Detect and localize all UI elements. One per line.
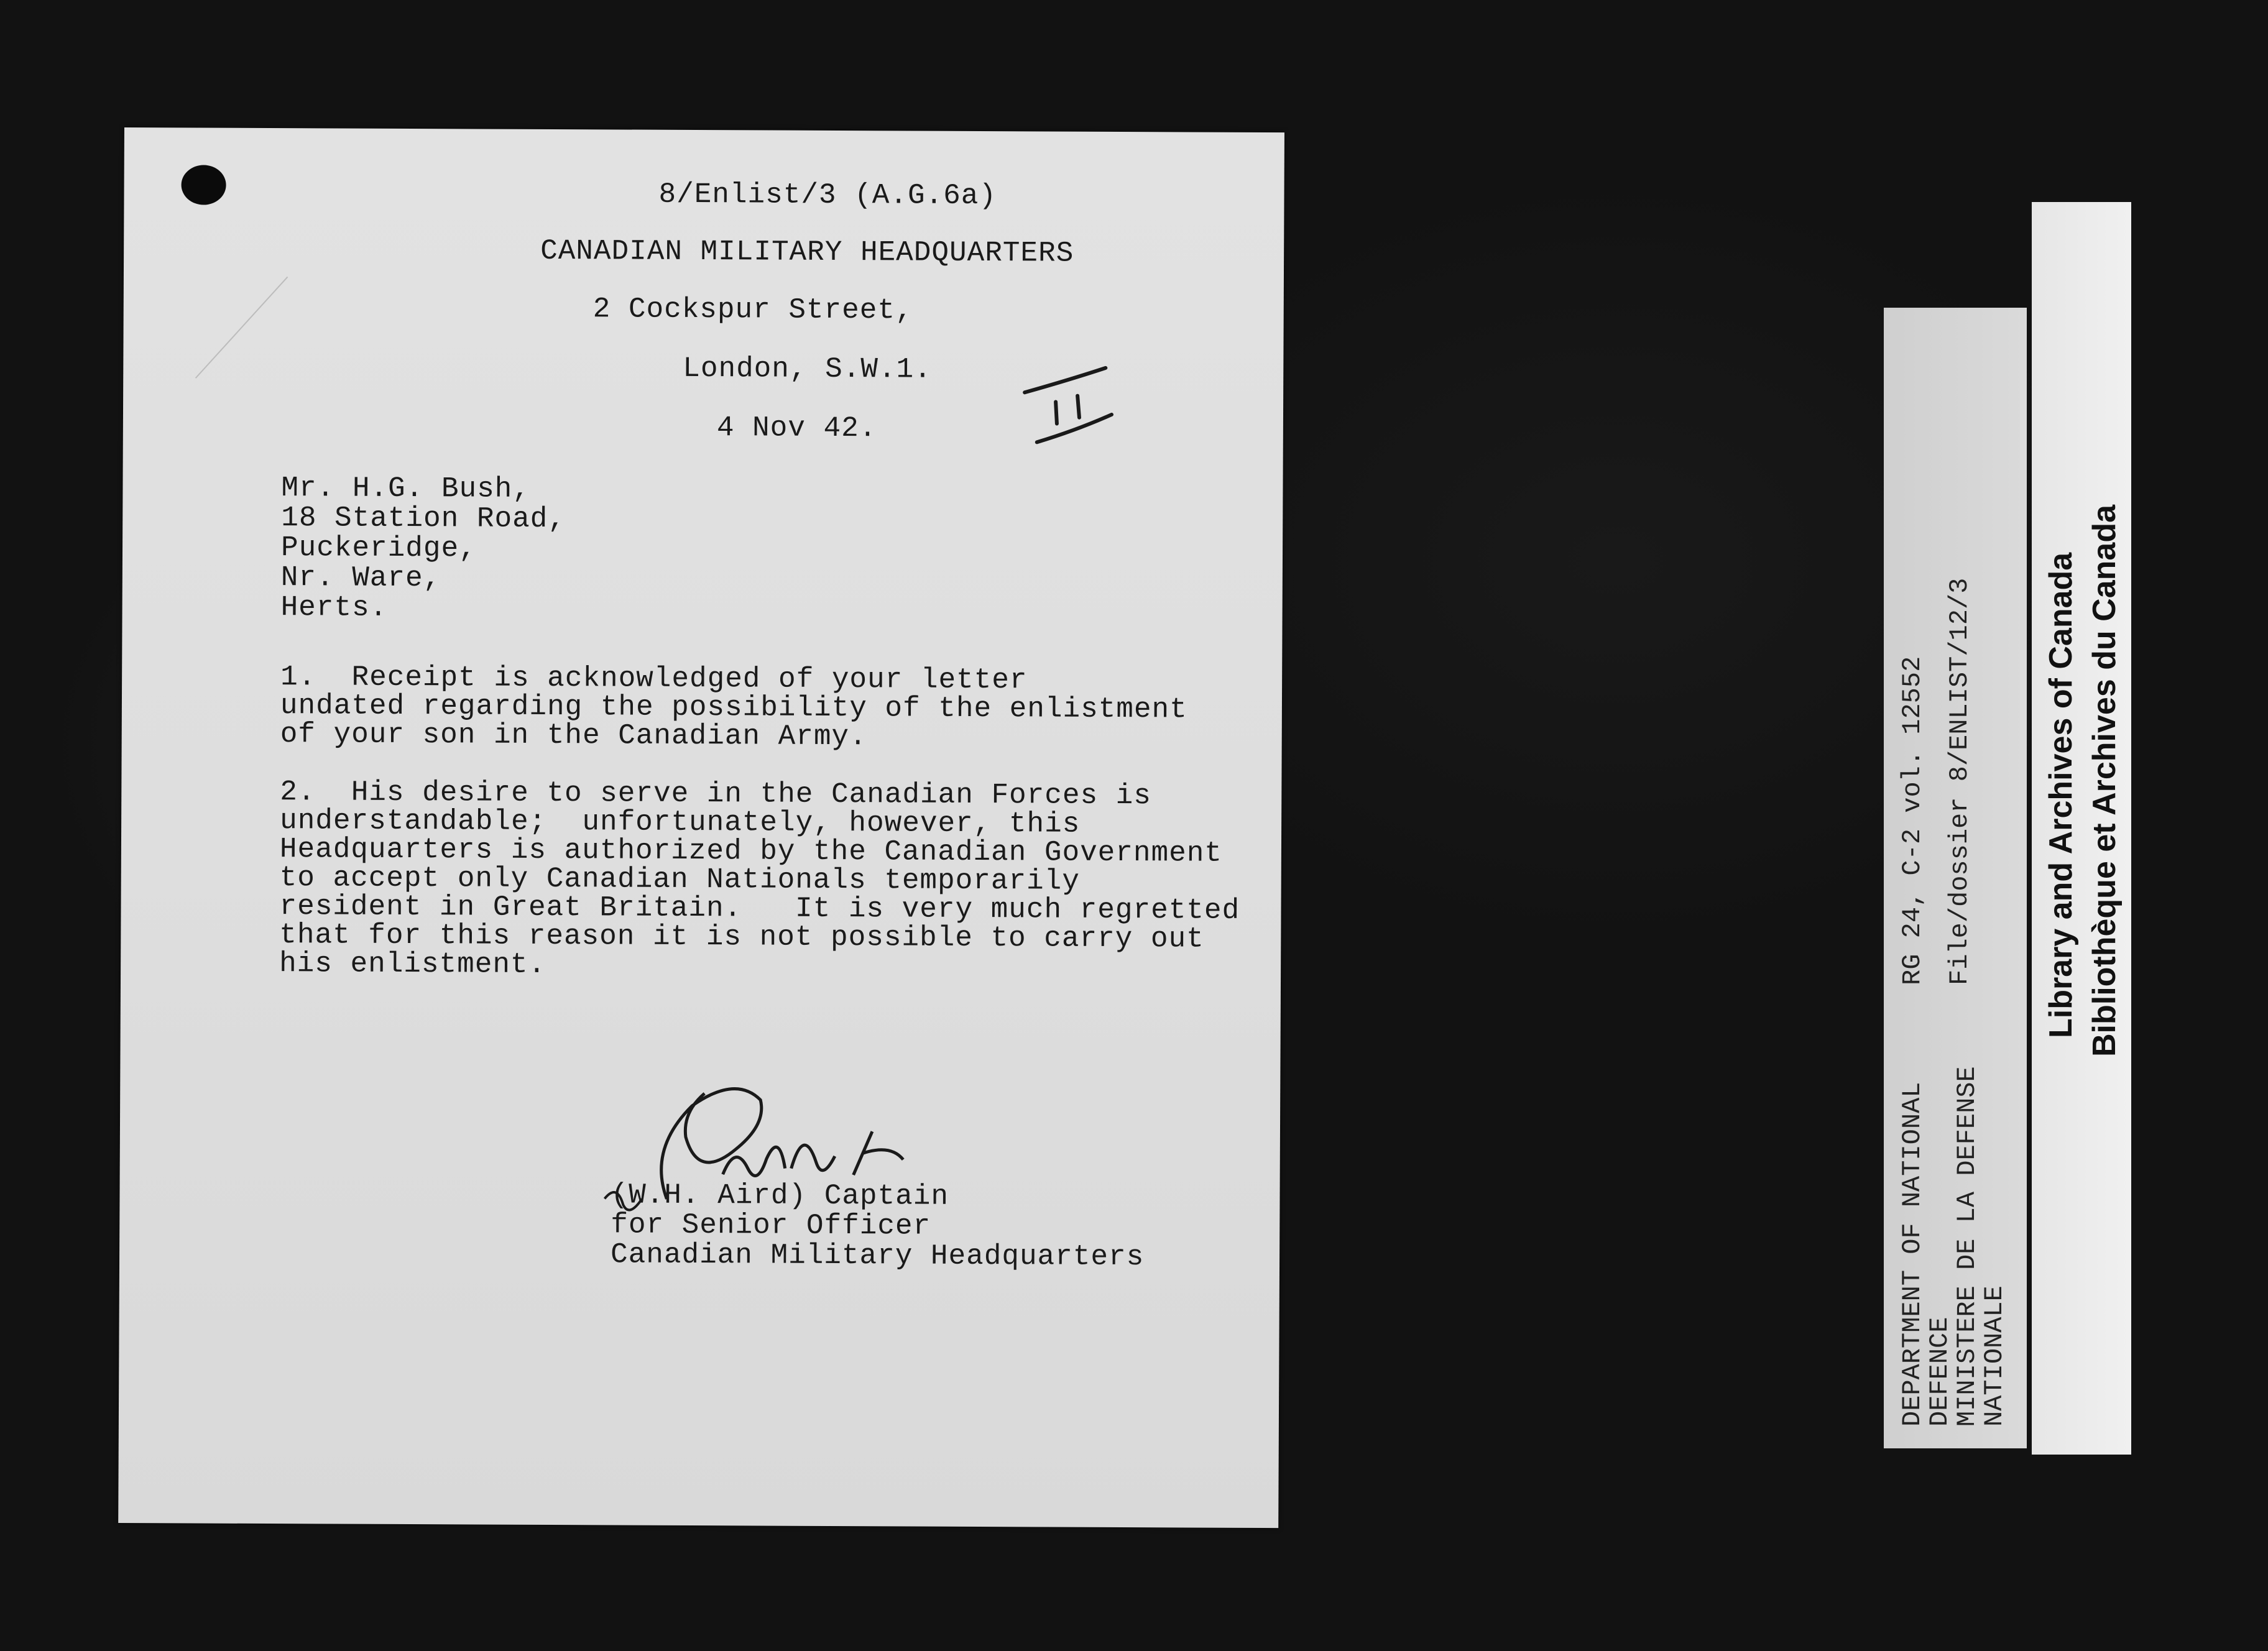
body-line: 1. Receipt is acknowledged of your letter (280, 661, 1028, 697)
body-line: that for this reason it is not possible to carry out (279, 919, 1204, 955)
department-line: NATIONALE (1980, 1285, 2009, 1427)
recipient-address (281, 473, 566, 623)
paragraph-2 (279, 778, 1240, 982)
body-line: undated regarding the possibility of the enlistment (280, 689, 1187, 726)
department-line: DEFENCE (1925, 1317, 1955, 1427)
punch-hole (181, 165, 226, 205)
body-line: resident in Great Britain. It is very much regretted (279, 890, 1240, 927)
sender-city: London, S.W.1. (683, 352, 932, 386)
archive-file: File/dossier 8/ENLIST/12/3 (1945, 577, 1975, 985)
paragraph-1 (280, 663, 1187, 752)
signature-block (611, 1180, 1145, 1272)
archive-reference: RG 24, C-2 vol. 12552 (1897, 656, 1927, 985)
recipient-line: Nr. Ware, (280, 561, 441, 595)
body-line: to accept only Canadian Nationals temporarily (279, 862, 1081, 898)
paper-crease (195, 277, 288, 379)
recipient-line: Herts. (280, 591, 388, 624)
recipient-line: Mr. H.G. Bush, (281, 472, 531, 505)
body-line: of your son in the Canadian Army. (280, 718, 867, 753)
body-line: his enlistment. (279, 947, 546, 981)
institution-name-english: Library and Archives of Canada (2043, 552, 2079, 1038)
recipient-line: Puckeridge, (280, 531, 477, 565)
department-line: DEPARTMENT OF NATIONAL (1897, 1082, 1927, 1427)
institution-card (2032, 202, 2131, 1455)
signature-title: for Senior Officer (611, 1208, 931, 1243)
recipient-line: 18 Station Road, (281, 502, 566, 536)
department-name (1899, 1066, 2008, 1427)
sender-organization: CANADIAN MILITARY HEADQUARTERS (540, 234, 1074, 270)
body-line: understandable; unfortunately, however, this (280, 804, 1081, 840)
letter-page (118, 127, 1284, 1528)
signature-name: (W.H. Aird) Captain (611, 1179, 949, 1213)
body-line: 2. His desire to serve in the Canadian Forces is (280, 776, 1152, 812)
archive-reference-card (1884, 308, 2027, 1448)
body-line: Headquarters is authorized by the Canadian Government (279, 833, 1223, 870)
department-line: MINISTERE DE LA DEFENSE (1952, 1066, 1982, 1427)
handwritten-file-mark (1018, 355, 1125, 461)
file-reference: 8/Enlist/3 (A.G.6a) (658, 178, 997, 213)
institution-name-french: Bibliothèque et Archives du Canada (2086, 504, 2123, 1057)
sender-street: 2 Cockspur Street, (592, 293, 913, 327)
signature-org: Canadian Military Headquarters (610, 1238, 1145, 1274)
letter-date: 4 Nov 42. (716, 412, 877, 445)
